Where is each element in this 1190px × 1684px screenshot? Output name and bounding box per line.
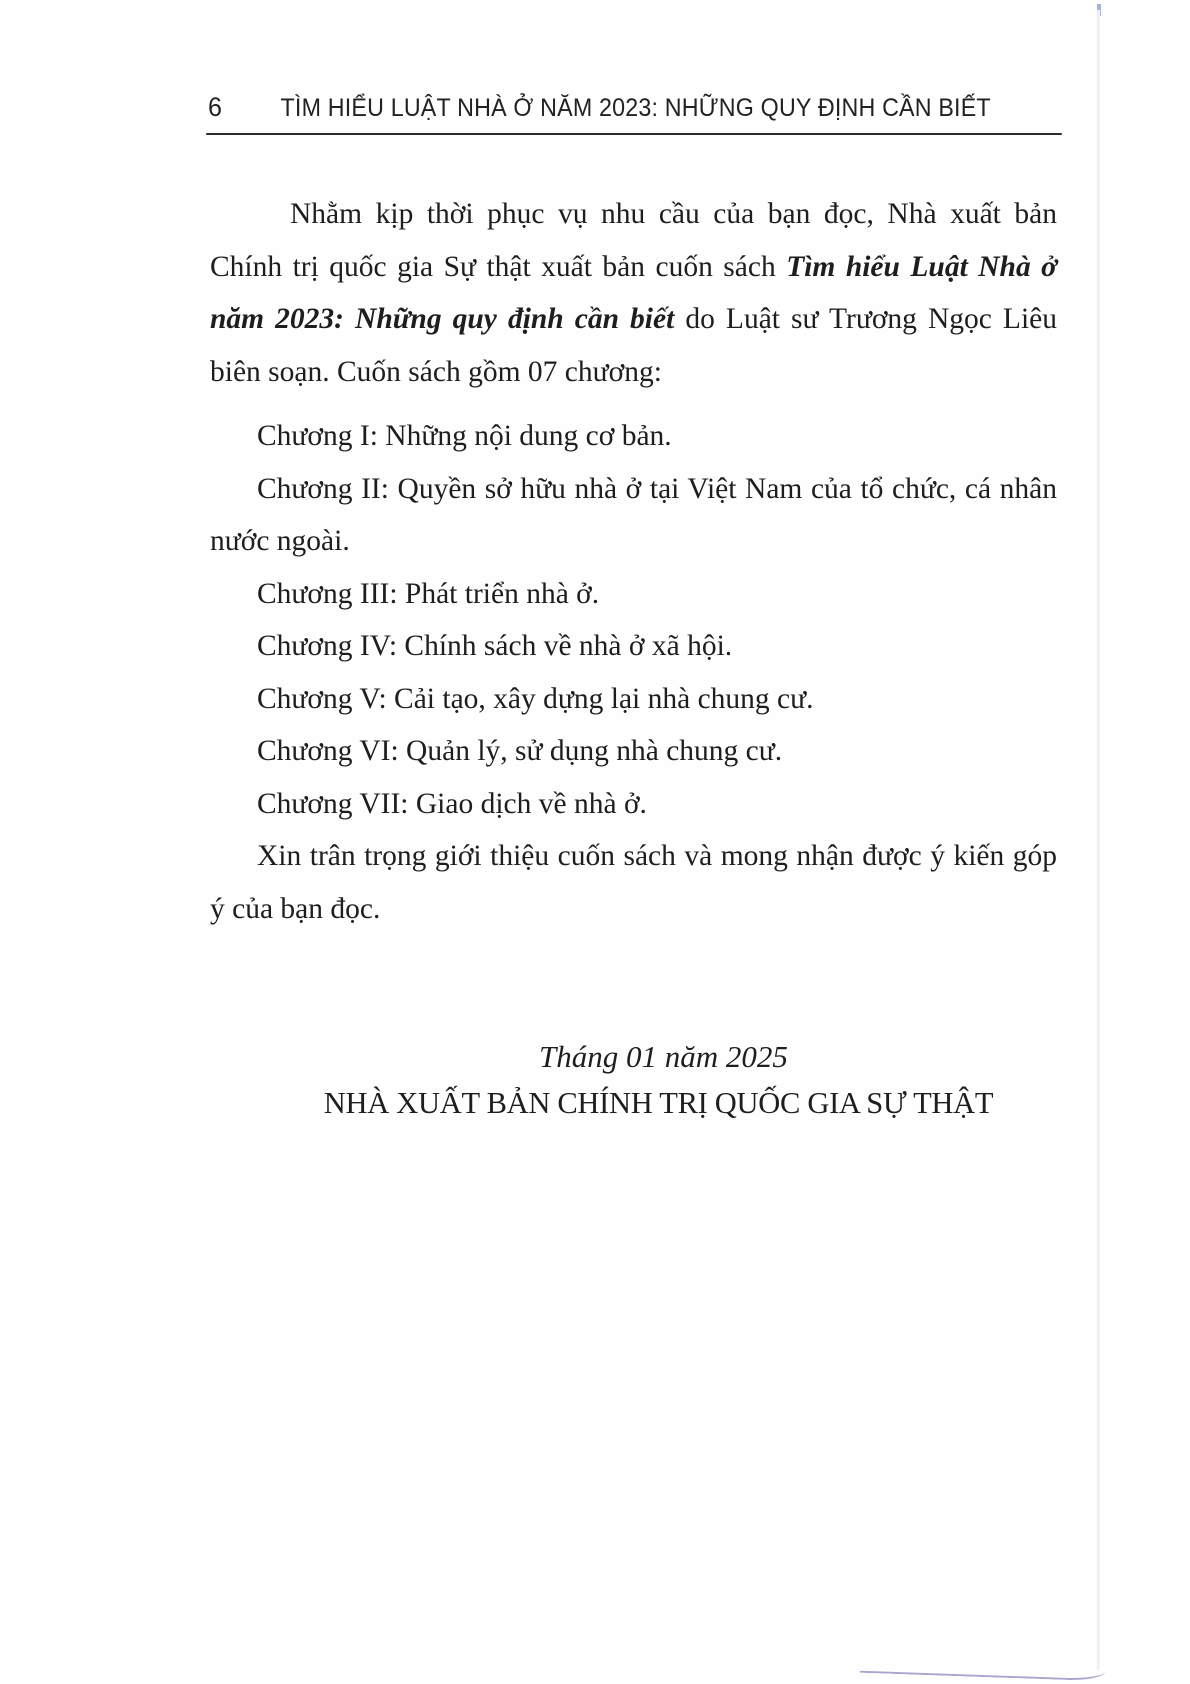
chapter-item: Chương V: Cải tạo, xây dựng lại nhà chung cư. [257,682,814,715]
intro-text: Nhằm kịp thời phục vụ nhu cầu của bạn đọc, Nhà xuất bản Chính trị quốc gia Sự thật xuất bản cuốn sách [210,198,1057,283]
page-number: 6 [208,92,223,122]
chapter-item: Chương VII: Giao dịch về nhà ở. [257,787,647,820]
page-body [210,188,1057,935]
intro-text-continued: do Luật sư Trương Ngọc Liêu biên soạn. Cuốn sách gồm 07 chương: [210,303,1057,388]
chapter-item: Chương VI: Quản lý, sử dụng nhà chung cư. [257,735,783,767]
book-title: Tìm hiểu Luật Nhà ở năm 2023: Những quy định cần biết [210,250,1057,335]
signature-block [210,1036,1057,1128]
chapter-list [210,410,1057,830]
closing-paragraph: Xin trân trọng giới thiệu cuốn sách và mong nhận được ý kiến góp ý của bạn đọc. [210,840,1057,925]
running-header [208,92,999,123]
chapter-item: Chương I: Những nội dung cơ bản. [257,420,672,452]
header-rule [206,133,1062,135]
chapter-item: Chương III: Phát triển nhà ở. [257,577,600,610]
running-title: TÌM HIỂU LUẬT NHÀ Ở NĂM 2023: NHỮNG QUY ĐỊNH CẦN BIẾT [280,94,991,122]
page-edge [1097,10,1100,1670]
signature-publisher: NHÀ XUẤT BẢN CHÍNH TRỊ QUỐC GIA SỰ THẬT [323,1086,994,1120]
signature-date: Tháng 01 năm 2025 [539,1039,788,1074]
chapter-item: Chương IV: Chính sách về nhà ở xã hội. [257,630,733,662]
intro-paragraph [210,188,1057,398]
chapter-item: Chương II: Quyền sở hữu nhà ở tại Việt Nam của tổ chức, cá nhân nước ngoài. [210,472,1057,557]
